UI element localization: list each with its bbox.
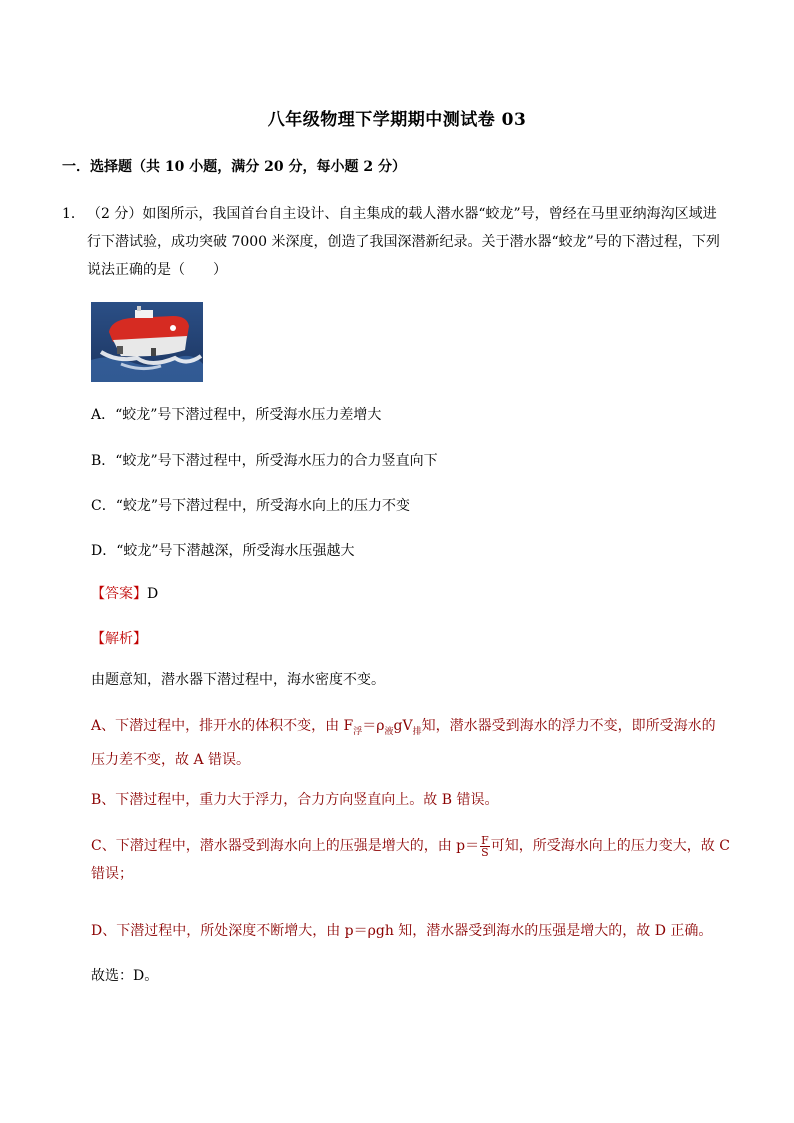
option-b: B．“蛟龙”号下潜过程中，所受海水压力的合力竖直向下 bbox=[91, 453, 438, 469]
answer-label: 【答案】 bbox=[91, 586, 147, 602]
analysis-intro: 由题意知，潜水器下潜过程中，海水密度不变。 bbox=[91, 672, 385, 688]
analysis-d: D、下潜过程中，所处深度不断增大，由 p＝ρgh 知，潜水器受到海水的压强是增大的，故 D 正确。 bbox=[91, 923, 713, 939]
section-heading: 一．选择题（共 10 小题，满分 20 分，每小题 2 分） bbox=[62, 159, 406, 175]
analysis-conclusion: 故选：D。 bbox=[91, 968, 159, 984]
submarine-photo-icon bbox=[91, 302, 203, 382]
analysis-c: C、下潜过程中，潜水器受到海水向上的压强是增大的，由 p＝ $\frac{F}{S}$ 可知，所受海水向上的压力变大，故 C 错误； bbox=[91, 833, 730, 882]
option-c: C．“蛟龙”号下潜过程中，所受海水向上的压力不变 bbox=[91, 498, 411, 514]
question-line-3: 说法正确的是（ ） bbox=[87, 262, 227, 278]
option-d: D．“蛟龙”号下潜越深，所受海水压强越大 bbox=[91, 543, 355, 559]
answer-value: D bbox=[147, 586, 159, 602]
answer bbox=[91, 583, 158, 603]
analysis-label: 【解析】 bbox=[91, 631, 147, 647]
option-a: A．“蛟龙”号下潜过程中，所受海水压力差增大 bbox=[91, 407, 382, 423]
analysis-b: B、下潜过程中，重力大于浮力，合力方向竖直向上。故 B 错误。 bbox=[91, 792, 499, 808]
fraction-f-over-s: $\frac{F}{S}$ bbox=[481, 833, 489, 859]
question-number: 1． bbox=[62, 206, 85, 222]
page-title: 八年级物理下学期期中测试卷 03 bbox=[267, 110, 527, 130]
question-line-1: （2 分）如图所示，我国首台自主设计、自主集成的载人潜水器“蛟龙”号，曾经在马里亚纳海沟区域进 bbox=[87, 206, 717, 222]
question-stem bbox=[62, 200, 732, 284]
question-line-2: 行下潜试验，成功突破 7000 米深度，创造了我国深潜新纪录。关于潜水器“蛟龙”号的下潜过程，下列 bbox=[87, 234, 720, 250]
analysis-a: A、下潜过程中，排开水的体积不变，由 $F_浮=\rho_液gV_排$知，潜水器受到海水的浮力不变，即所受海水的 压力差不变，故 A 错误。 bbox=[91, 718, 716, 768]
